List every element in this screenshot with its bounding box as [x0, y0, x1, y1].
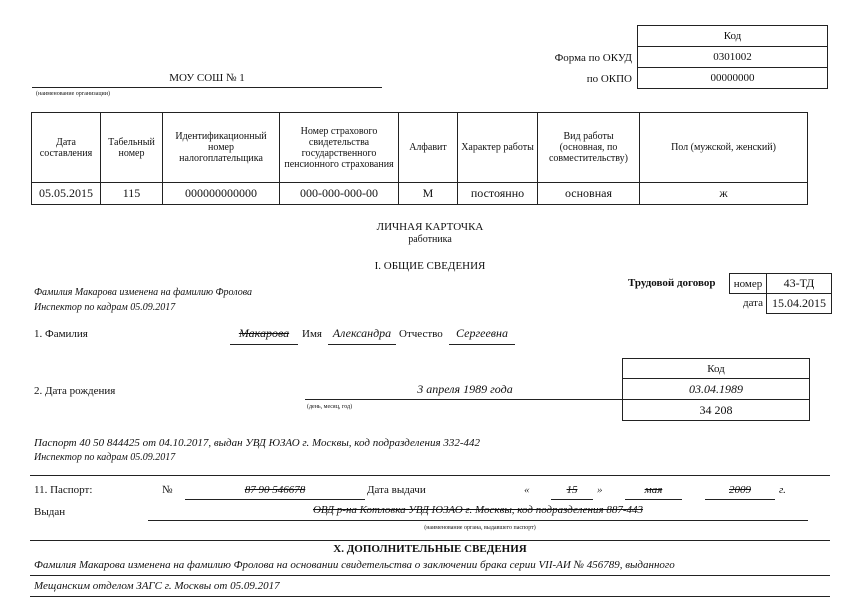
passport-quote-open: « [524, 484, 530, 496]
additional-line-1: Фамилия Макарова изменена на фамилию Фролова на основании свидетельства о заключении брака серии VII-АИ № 456789, выданного [34, 559, 675, 571]
contract-date: 15.04.2015 [772, 296, 826, 310]
col-header-alphabet: Алфавит [399, 113, 458, 183]
passport-day-underline [551, 499, 593, 500]
inspector-note-1: Инспектор по кадрам 05.09.2017 [34, 302, 176, 313]
issued-underline [148, 520, 808, 521]
passport-quote-close: » [597, 484, 603, 496]
surname-underline [230, 344, 298, 345]
cell-tab-number: 115 [101, 183, 163, 205]
cell-gender: ж [640, 183, 808, 205]
card-title: ЛИЧНАЯ КАРТОЧКА [376, 221, 484, 233]
name-value: Александра [332, 326, 392, 340]
patronymic-label: Отчество [399, 328, 443, 340]
okpo-value: 00000000 [710, 72, 755, 84]
cell-alphabet: М [399, 183, 458, 205]
surname-value: Макарова [238, 326, 290, 340]
org-underline [32, 87, 382, 88]
birth-caption: (день, месяц, год) [307, 404, 353, 410]
col-header-snils: Номер страхового свидетельства государственного пенсионного страхования [280, 113, 399, 183]
birth-code-date: 03.04.1989 [689, 381, 743, 396]
name-underline [328, 344, 396, 345]
birth-label: 2. Дата рождения [34, 385, 116, 397]
code-header: Код [723, 30, 742, 42]
separator-line [30, 475, 830, 476]
passport-month: мая [644, 484, 663, 496]
okud-value: 0301002 [713, 51, 752, 63]
cell-date: 05.05.2015 [32, 183, 101, 205]
table-row [32, 183, 808, 205]
col-header-date: Дата составления [32, 113, 101, 183]
card-subtitle: работника [408, 234, 452, 245]
surname-label: 1. Фамилия [34, 328, 88, 340]
passport-day: 15 [566, 484, 578, 496]
birth-underline [305, 399, 623, 400]
patronymic-underline [449, 344, 515, 345]
passport-year-underline [705, 499, 775, 500]
passport-year: 2009 [729, 484, 751, 496]
cell-snils: 000-000-000-00 [280, 183, 399, 205]
passport-note: Паспорт 40 50 844425 от 04.10.2017, выдан УВД ЮЗАО г. Москвы, код подразделения 332-442 [34, 437, 481, 449]
col-header-gender: Пол (мужской, женский) [640, 113, 808, 183]
additional-line-1-underline [30, 575, 830, 576]
issued-value: ОВД р-на Котловка УВД ЮЗАО г. Москвы, код подразделения 887-443 [312, 504, 644, 516]
passport-year-suffix: г. [779, 484, 786, 496]
name-change-note: Фамилия Макарова изменена на фамилию Фролова [34, 287, 253, 298]
contract-label: Трудовой договор [628, 277, 716, 289]
birth-code-value: 34 208 [699, 402, 733, 417]
name-label: Имя [302, 328, 322, 340]
inspector-note-2: Инспектор по кадрам 05.09.2017 [34, 452, 176, 463]
col-header-inn: Идентификационный номер налогоплательщика [163, 113, 280, 183]
okpo-label: по ОКПО [586, 73, 632, 85]
contract-number: 43-ТД [783, 276, 815, 290]
patronymic-value: Сергеевна [456, 326, 508, 340]
passport-date-label: Дата выдачи [367, 484, 426, 496]
additional-line-2: Мещанским отделом ЗАГС г. Москвы от 05.09.2017 [34, 580, 280, 592]
issued-label: Выдан [34, 506, 66, 518]
contract-date-label: дата [742, 297, 763, 309]
personnel-table [31, 112, 808, 205]
okud-label: Форма по ОКУД [554, 52, 632, 64]
passport-number: 87 90 546678 [244, 484, 306, 496]
birth-value: 3 апреля 1989 года [417, 382, 513, 396]
additional-top-line [30, 540, 830, 541]
birth-code-header: Код [707, 362, 725, 375]
passport-label: 11. Паспорт: [34, 484, 93, 496]
additional-line-2-underline [30, 596, 830, 597]
section-additional: Х. ДОПОЛНИТЕЛЬНЫЕ СВЕДЕНИЯ [333, 543, 527, 555]
cell-work-kind: основная [538, 183, 640, 205]
section-general: I. ОБЩИЕ СВЕДЕНИЯ [374, 260, 486, 272]
issued-caption: (наименование органа, выдавшего паспорт) [424, 525, 536, 531]
col-header-tab-number: Табельный номер [101, 113, 163, 183]
cell-work-type: постоянно [458, 183, 538, 205]
col-header-work-kind: Вид работы (основная, по совместительству) [538, 113, 640, 183]
passport-number-underline [185, 499, 365, 500]
org-name: МОУ СОШ № 1 [169, 72, 245, 84]
col-header-work-type: Характер работы [458, 113, 538, 183]
contract-number-label: номер [733, 277, 763, 290]
cell-inn: 000000000000 [163, 183, 280, 205]
passport-month-underline [625, 499, 682, 500]
org-caption: (наименование организации) [36, 91, 110, 97]
passport-num-sign: № [162, 484, 173, 496]
